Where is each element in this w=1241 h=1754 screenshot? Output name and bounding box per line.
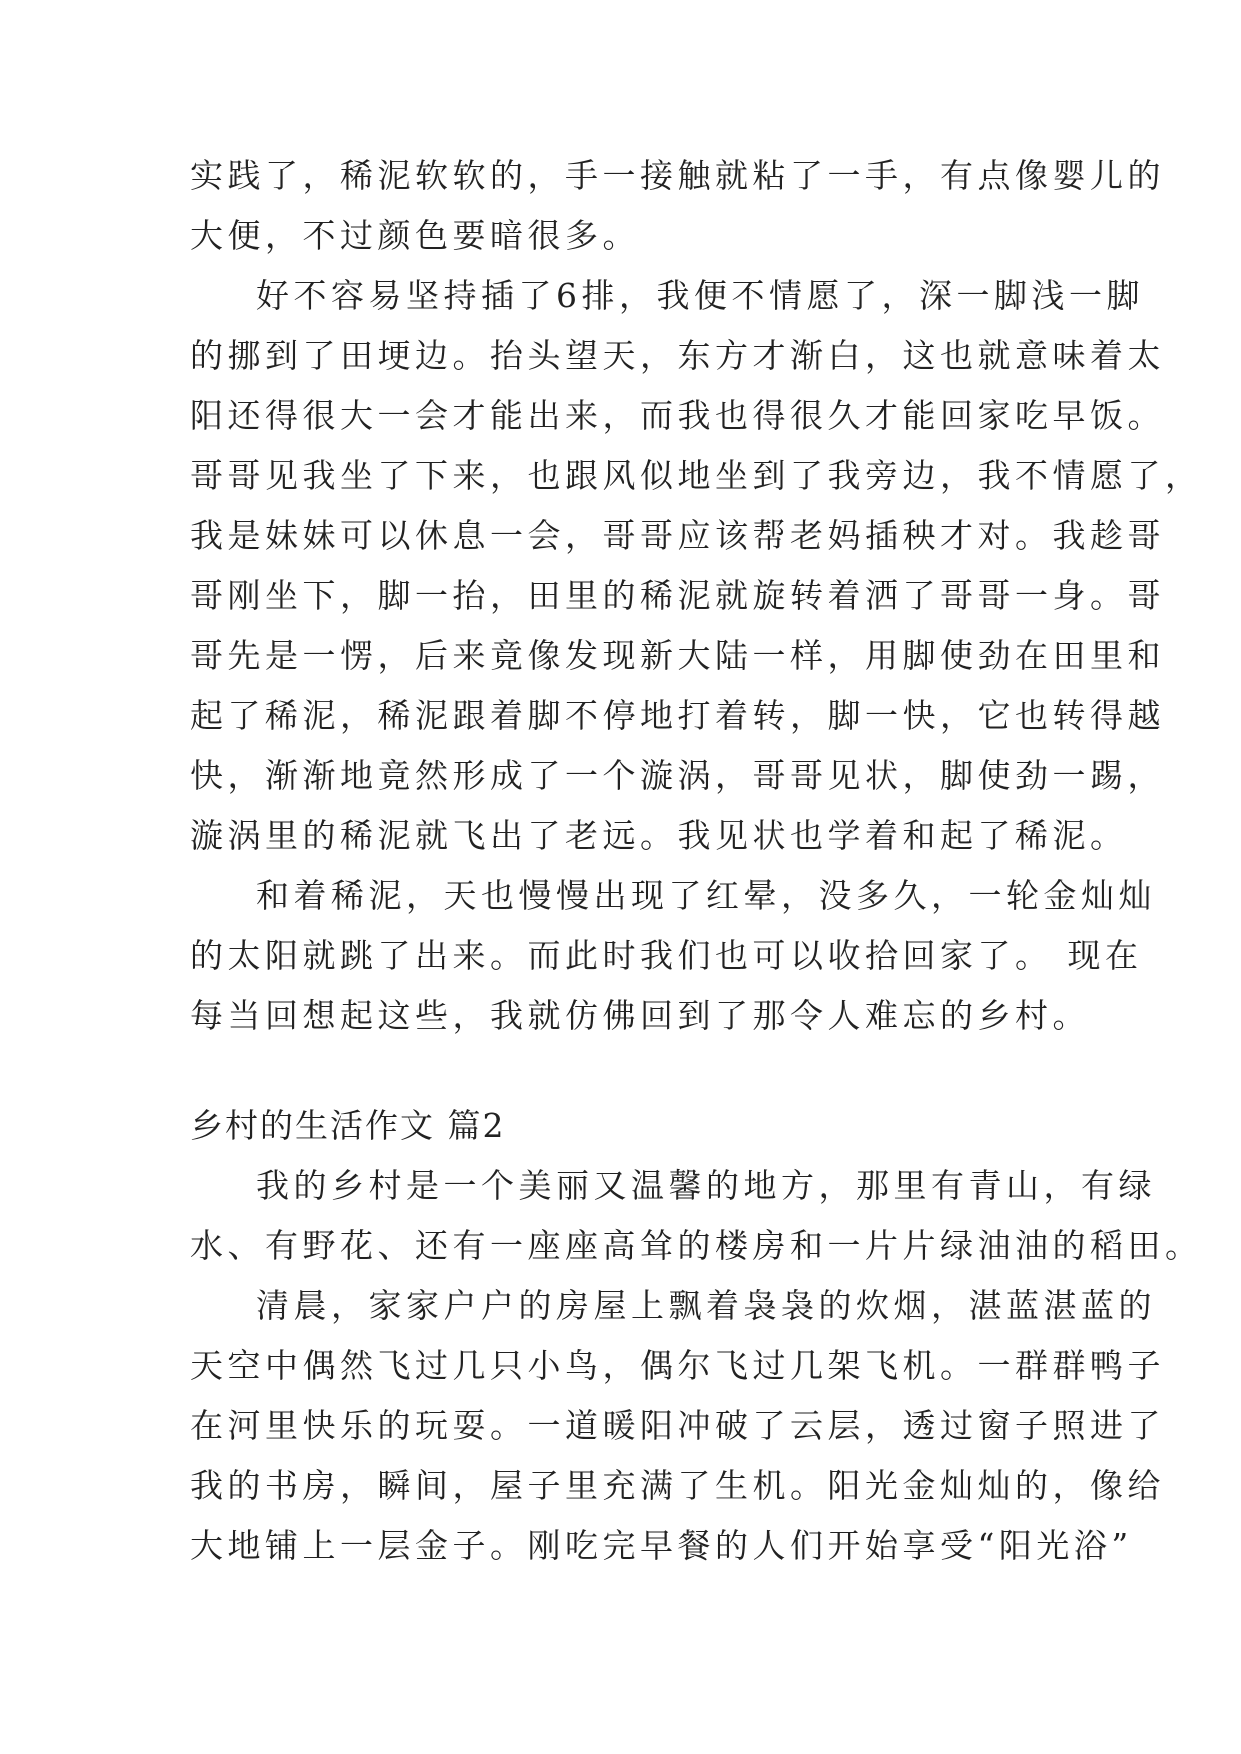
paragraph-line: 我的书房，瞬间，屋子里充满了生机。阳光金灿灿的，像给 [190,1466,1165,1505]
section-heading: 乡村的生活作文 篇2 [190,1106,506,1145]
paragraph-line: 哥哥见我坐了下来，也跟风似地坐到了我旁边，我不情愿了， [190,456,1203,495]
paragraph-line: 哥先是一愣，后来竟像发现新大陆一样，用脚使劲在田里和 [190,636,1165,675]
paragraph-line: 水、有野花、还有一座座高耸的楼房和一片片绿油油的稻田。 [190,1226,1203,1265]
paragraph-line: 阳还得很大一会才能出来，而我也得很久才能回家吃早饭。 [190,396,1165,435]
paragraph-line: 每当回想起这些，我就仿佛回到了那令人难忘的乡村。 [190,996,1090,1035]
paragraph-line: 我是妹妹可以休息一会，哥哥应该帮老妈插秧才对。我趁哥 [190,516,1165,555]
paragraph-line: 大地铺上一层金子。刚吃完早餐的人们开始享受“阳光浴” [190,1526,1133,1565]
paragraph-line: 天空中偶然飞过几只小鸟，偶尔飞过几架飞机。一群群鸭子 [190,1346,1165,1385]
paragraph-first-line: 清晨，家家户户的房屋上飘着袅袅的炊烟，湛蓝湛蓝的 [256,1286,1156,1325]
paragraph-line: 快，渐渐地竟然形成了一个漩涡，哥哥见状，脚使劲一踢， [190,756,1165,795]
paragraph-line: 起了稀泥，稀泥跟着脚不停地打着转，脚一快，它也转得越 [190,696,1165,735]
paragraph-line: 在河里快乐的玩耍。一道暖阳冲破了云层，透过窗子照进了 [190,1406,1165,1445]
paragraph-line: 实践了，稀泥软软的，手一接触就粘了一手，有点像婴儿的 [190,156,1165,195]
paragraph-line: 的挪到了田埂边。抬头望天，东方才渐白，这也就意味着太 [190,336,1165,375]
paragraph-first-line: 和着稀泥，天也慢慢出现了红晕，没多久，一轮金灿灿 [256,876,1156,915]
paragraph-line: 哥刚坐下，脚一抬，田里的稀泥就旋转着洒了哥哥一身。哥 [190,576,1165,615]
paragraph-line: 漩涡里的稀泥就飞出了老远。我见状也学着和起了稀泥。 [190,816,1128,855]
paragraph-first-line: 我的乡村是一个美丽又温馨的地方，那里有青山，有绿 [256,1166,1156,1205]
paragraph-line: 的太阳就跳了出来。而此时我们也可以收拾回家了。 现在 [190,936,1143,975]
paragraph-first-line: 好不容易坚持插了6排，我便不情愿了，深一脚浅一脚 [256,276,1144,315]
paragraph-line: 大便，不过颜色要暗很多。 [190,216,640,255]
